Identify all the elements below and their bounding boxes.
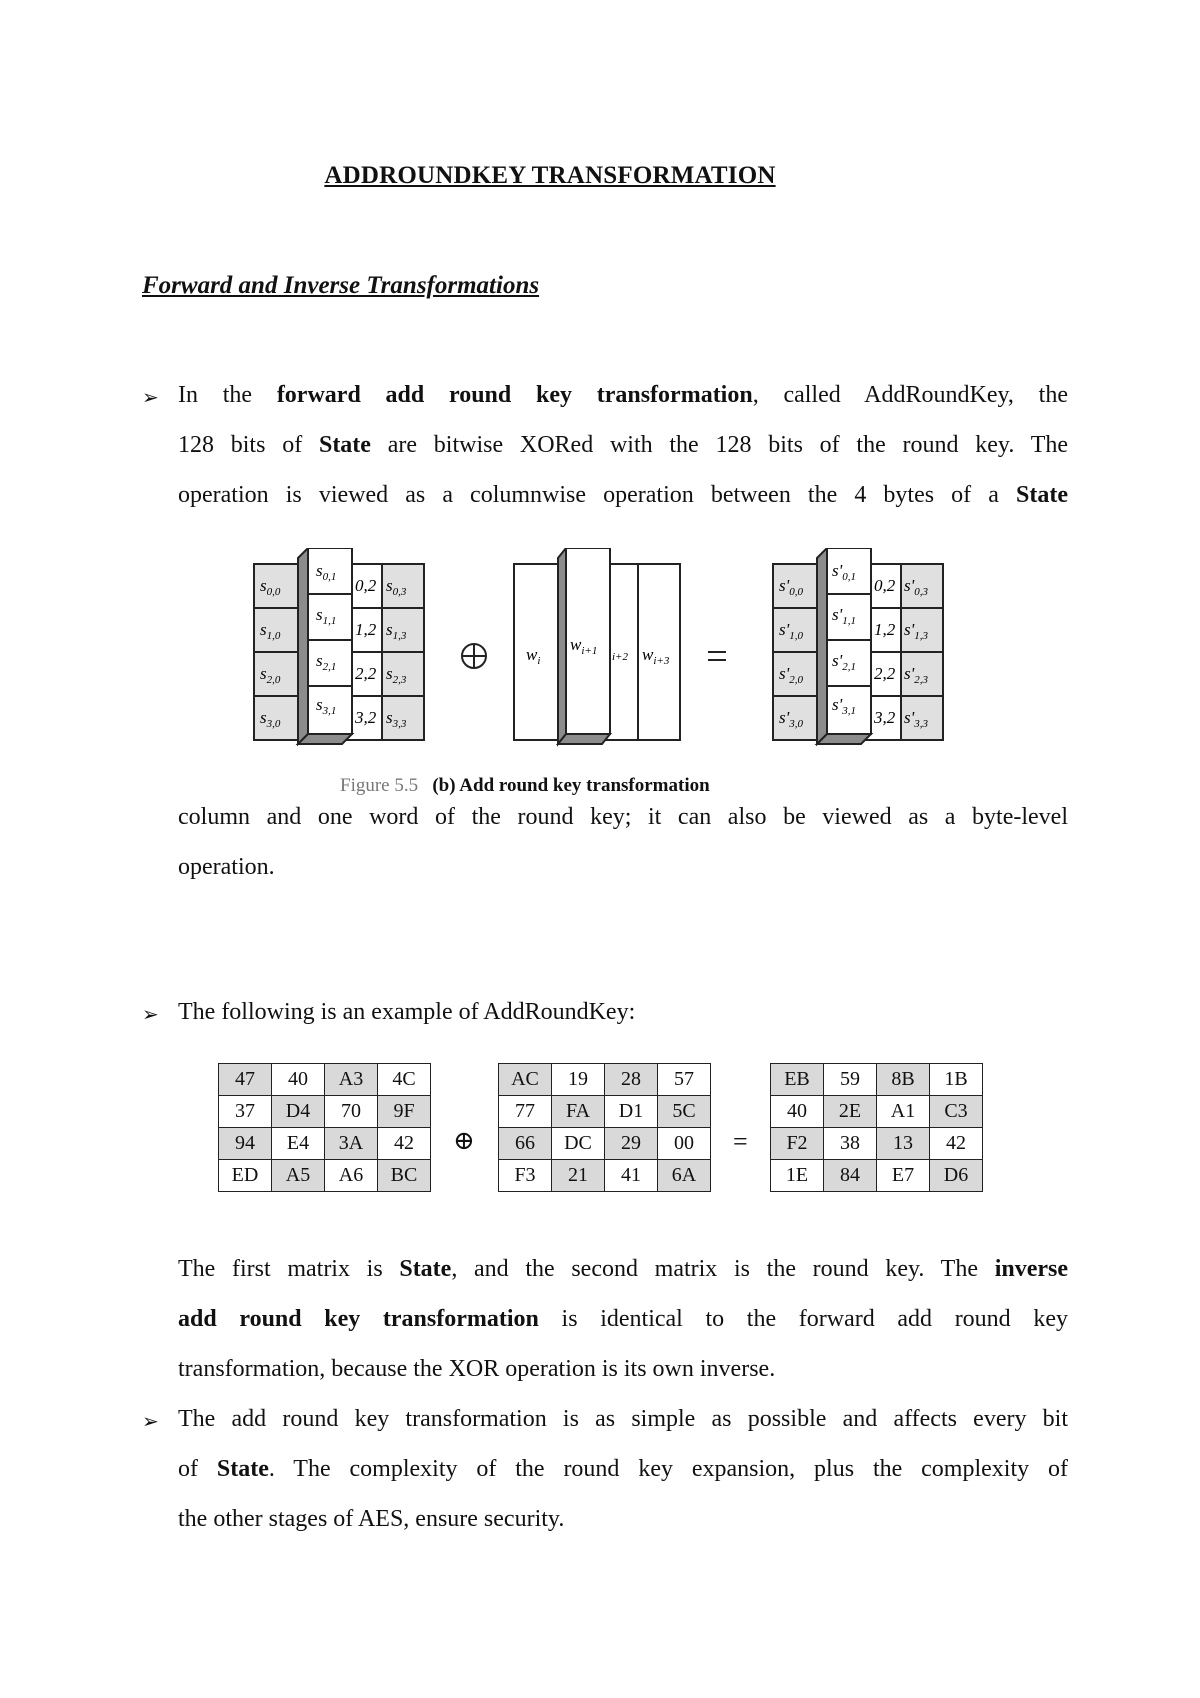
matrix-cell: 66 <box>499 1128 552 1160</box>
result-matrix-table <box>770 1063 983 1192</box>
figure-caption: Figure 5.5 (b) Add round key transformation <box>340 775 710 796</box>
svg-text:s0,0: $s_{0,0}$ <box>260 576 281 598</box>
matrix-cell: F3 <box>499 1160 552 1192</box>
paragraph-security: The add round key transformation is as simple as possible and affects every bit of State. The complexity of the round key expansion, plus the complexity of the other stages of AES, ensure security. <box>178 1406 1068 1532</box>
table-row <box>219 1128 431 1160</box>
page-title: ADDROUNDKEY TRANSFORMATION <box>324 162 776 189</box>
svg-text:0,2: 0,2 <box>874 576 896 595</box>
matrix-cell: EB <box>771 1064 824 1096</box>
svg-text:s'1,3: $s'_{1,3}$ <box>904 620 929 642</box>
svg-text:s2,1: $s_{2,1}$ <box>316 651 337 673</box>
matrix-cell: 77 <box>499 1096 552 1128</box>
bullet-arrow-icon: ➢ <box>142 1004 159 1026</box>
paragraph-inverse: The first matrix is State, and the second matrix is the round key. The inverse add round key transformation is identical to the forward add round key transformation, because the XOR operation is its own inverse. <box>178 1256 1068 1382</box>
round-key-words-diagram <box>514 548 680 744</box>
matrix-cell: A3 <box>325 1064 378 1096</box>
matrix-cell: FA <box>552 1096 605 1128</box>
matrix-cell: 59 <box>824 1064 877 1096</box>
svg-text:s'3,3: $s'_{3,3}$ <box>904 708 929 730</box>
table-row <box>219 1096 431 1128</box>
matrix-cell: 8B <box>877 1064 930 1096</box>
matrix-cell: 13 <box>877 1128 930 1160</box>
svg-text:s3,1: $s_{3,1}$ <box>316 695 337 717</box>
svg-text:s'0,1: $s'_{0,1}$ <box>832 561 857 583</box>
word-w-i: $w_i$ <box>526 645 541 667</box>
table-row <box>499 1064 711 1096</box>
matrix-cell: F2 <box>771 1128 824 1160</box>
svg-text:s1,1: $s_{1,1}$ <box>316 605 337 627</box>
matrix-cell: 4C <box>378 1064 431 1096</box>
matrix-cell: 40 <box>272 1064 325 1096</box>
matrix-cell: 28 <box>605 1064 658 1096</box>
matrix-cell: A6 <box>325 1160 378 1192</box>
matrix-cell: 3A <box>325 1128 378 1160</box>
matrix-cell: 1B <box>930 1064 983 1096</box>
matrix-cell: 38 <box>824 1128 877 1160</box>
table-row <box>771 1128 983 1160</box>
matrix-cell: BC <box>378 1160 431 1192</box>
matrix-cell: 40 <box>771 1096 824 1128</box>
matrix-cell: 70 <box>325 1096 378 1128</box>
state-matrix-diagram <box>254 548 424 744</box>
svg-text:s'1,1: $s'_{1,1}$ <box>832 605 857 627</box>
svg-text:s0,3: $s_{0,3}$ <box>386 576 407 598</box>
matrix-cell: 47 <box>219 1064 272 1096</box>
matrix-cell: 29 <box>605 1128 658 1160</box>
matrix-cell: 42 <box>378 1128 431 1160</box>
matrix-cell: E7 <box>877 1160 930 1192</box>
svg-text:1,2: 1,2 <box>874 620 896 639</box>
svg-text:s'0,0: $s'_{0,0}$ <box>779 576 804 598</box>
matrix-cell: E4 <box>272 1128 325 1160</box>
matrix-cell: 1E <box>771 1160 824 1192</box>
matrix-cell: 94 <box>219 1128 272 1160</box>
matrix-cell: A1 <box>877 1096 930 1128</box>
matrix-cell: 6A <box>658 1160 711 1192</box>
table-row <box>219 1064 431 1096</box>
table-row <box>219 1160 431 1192</box>
section-subtitle: Forward and Inverse Transformations <box>142 272 540 299</box>
matrix-cell: 57 <box>658 1064 711 1096</box>
matrix-cell: AC <box>499 1064 552 1096</box>
table-row <box>499 1128 711 1160</box>
svg-text:s'3,0: $s'_{3,0}$ <box>779 708 804 730</box>
svg-text:2,2: 2,2 <box>874 664 896 683</box>
paragraph-forward: In the forward add round key transformation, called AddRoundKey, the 128 bits of State are bitwise XORed with the 128 bits of the round key. The operation is viewed as a columnwise operation between the 4 bytes of a State <box>178 382 1069 508</box>
matrix-cell: 5C <box>658 1096 711 1128</box>
svg-text:0,2: 0,2 <box>355 576 377 595</box>
matrix-cell: 19 <box>552 1064 605 1096</box>
table-row <box>499 1096 711 1128</box>
svg-text:2,2: 2,2 <box>355 664 377 683</box>
svg-text:s1,0: $s_{1,0}$ <box>260 620 281 642</box>
matrix-cell: 2E <box>824 1096 877 1128</box>
xor-icon: ⊕ <box>453 1126 475 1155</box>
svg-text:s'3,1: $s'_{3,1}$ <box>832 695 857 717</box>
svg-text:s'0,3: $s'_{0,3}$ <box>904 576 929 598</box>
svg-text:s'2,0: $s'_{2,0}$ <box>779 664 804 686</box>
bullet-arrow-icon: ➢ <box>142 1411 159 1433</box>
svg-text:3,2: 3,2 <box>355 708 377 727</box>
svg-text:s'2,3: $s'_{2,3}$ <box>904 664 929 686</box>
matrix-cell: 37 <box>219 1096 272 1128</box>
bullet-arrow-icon: ➢ <box>142 387 159 409</box>
svg-text:s0,1: $s_{0,1}$ <box>316 561 337 583</box>
table-row <box>499 1160 711 1192</box>
matrix-cell: D4 <box>272 1096 325 1128</box>
matrix-cell: A5 <box>272 1160 325 1192</box>
matrix-cell: C3 <box>930 1096 983 1128</box>
table-row <box>771 1160 983 1192</box>
word-w-i1: $w_{i+1}$ <box>570 635 598 657</box>
svg-text:s2,3: $s_{2,3}$ <box>386 664 407 686</box>
svg-text:s1,3: $s_{1,3}$ <box>386 620 407 642</box>
svg-text:s2,0: $s_{2,0}$ <box>260 664 281 686</box>
table-row <box>771 1064 983 1096</box>
matrix-cell: 84 <box>824 1160 877 1192</box>
svg-text:1,2: 1,2 <box>355 620 377 639</box>
paragraph-forward-continued: column and one word of the round key; it can also be viewed as a byte-level operation. <box>178 804 1068 880</box>
add-round-key-figure <box>240 548 960 798</box>
matrix-cell: D6 <box>930 1160 983 1192</box>
matrix-cell: ED <box>219 1160 272 1192</box>
svg-text:s3,0: $s_{3,0}$ <box>260 708 281 730</box>
svg-text:s'2,1: $s'_{2,1}$ <box>832 651 857 673</box>
example-intro: The following is an example of AddRoundKey: <box>178 999 636 1025</box>
matrix-cell: 41 <box>605 1160 658 1192</box>
equals-icon: = <box>733 1127 748 1156</box>
matrix-cell: 00 <box>658 1128 711 1160</box>
round-key-matrix-table <box>498 1063 711 1192</box>
state-matrix-table <box>218 1063 431 1192</box>
svg-text:s'1,0: $s'_{1,0}$ <box>779 620 804 642</box>
word-w-i3: $w_{i+3}$ <box>642 645 670 667</box>
table-row <box>771 1096 983 1128</box>
word-w-i2: i+2 <box>612 651 628 663</box>
matrix-cell: 42 <box>930 1128 983 1160</box>
svg-text:3,2: 3,2 <box>874 708 896 727</box>
svg-text:s3,3: $s_{3,3}$ <box>386 708 407 730</box>
matrix-cell: 9F <box>378 1096 431 1128</box>
result-state-diagram <box>773 548 943 744</box>
matrix-cell: 21 <box>552 1160 605 1192</box>
matrix-cell: D1 <box>605 1096 658 1128</box>
matrix-cell: DC <box>552 1128 605 1160</box>
